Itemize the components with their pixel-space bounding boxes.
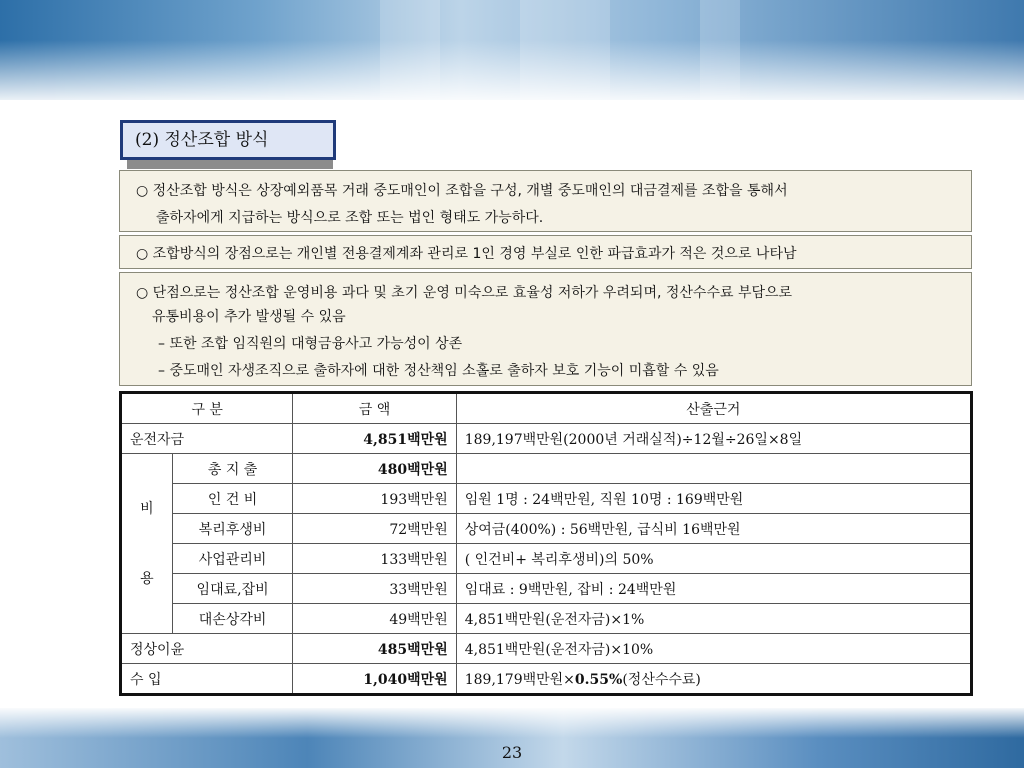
row-label: 운전자금 [121, 424, 293, 454]
cost-group-char: 용 [140, 570, 154, 587]
basis-prefix: 189,179백만원× [464, 671, 575, 688]
row-amount: 480백만원 [293, 454, 456, 484]
table-header-cell: 금 액 [293, 393, 456, 424]
table-row [121, 574, 972, 604]
row-label: 총 지 출 [172, 454, 293, 484]
cost-group-label [121, 454, 173, 634]
row-basis: ( 인건비+ 복리후생비)의 50% [456, 544, 971, 574]
row-label: 정상이윤 [121, 634, 293, 664]
row-label: 복리후생비 [172, 514, 293, 544]
cost-table [119, 391, 973, 696]
row-amount: 133백만원 [293, 544, 456, 574]
row-amount: 485백만원 [293, 634, 456, 664]
bullet-text: 출하자에게 지급하는 방식으로 조합 또는 법인 형태도 가능하다. [156, 210, 544, 226]
table-row [121, 634, 972, 664]
table-header-row [121, 393, 972, 424]
row-basis: 4,851백만원(운전자금)×1% [456, 604, 971, 634]
row-amount: 33백만원 [293, 574, 456, 604]
basis-suffix: (정산수수료) [622, 671, 701, 688]
row-amount: 4,851백만원 [293, 424, 456, 454]
bullet-box-advantage [119, 235, 972, 269]
table-row [121, 544, 972, 574]
row-label: 사업관리비 [172, 544, 293, 574]
table-row [121, 454, 972, 484]
row-basis [456, 664, 971, 695]
bullet-text: ○ 단점으로는 정산조합 운영비용 과다 및 초기 운영 미숙으로 효율성 저하가 우려되며, 정산수수료 부담으로 [136, 285, 793, 301]
table-row [121, 424, 972, 454]
row-basis: 임대료 : 9백만원, 잡비 : 24백만원 [456, 574, 971, 604]
table-header-cell: 산출근거 [456, 393, 971, 424]
row-amount: 193백만원 [293, 484, 456, 514]
row-amount: 49백만원 [293, 604, 456, 634]
bullet-text: – 중도매인 자생조직으로 출하자에 대한 정산책임 소홀로 출하자 보호 기능이 미흡할 수 있음 [158, 363, 719, 379]
row-basis: 189,197백만원(2000년 거래실적)÷12월÷26일×8일 [456, 424, 971, 454]
bullet-text: ○ 정산조합 방식은 상장예외품목 거래 중도매인이 조합을 구성, 개별 중도매인의 대금결제를 조합을 통해서 [136, 183, 788, 199]
bullet-text: 유통비용이 추가 발생될 수 있음 [152, 309, 346, 325]
table-header-cell: 구 분 [121, 393, 293, 424]
section-title: (2) 정산조합 방식 [120, 120, 336, 160]
row-basis: 임원 1명 : 24백만원, 직원 10명 : 169백만원 [456, 484, 971, 514]
header-banner-image [0, 0, 1024, 100]
bullet-text: – 또한 조합 임직원의 대형금융사고 가능성이 상존 [158, 336, 463, 352]
bullet-text: ○ 조합방식의 장점으로는 개인별 전용결제계좌 관리로 1인 경영 부실로 인한 파급효과가 적은 것으로 나타남 [136, 246, 797, 262]
row-label: 수 입 [121, 664, 293, 695]
bullet-box-definition [119, 170, 972, 232]
row-label: 대손상각비 [172, 604, 293, 634]
row-label: 인 건 비 [172, 484, 293, 514]
row-amount: 72백만원 [293, 514, 456, 544]
section-title-box [120, 120, 336, 160]
row-label: 임대료,잡비 [172, 574, 293, 604]
row-basis [456, 454, 971, 484]
table-row [121, 484, 972, 514]
row-amount: 1,040백만원 [293, 664, 456, 695]
bullet-box-disadvantage [119, 272, 972, 386]
table-row [121, 514, 972, 544]
row-basis: 4,851백만원(운전자금)×10% [456, 634, 971, 664]
row-basis: 상여금(400%) : 56백만원, 급식비 16백만원 [456, 514, 971, 544]
table-row [121, 604, 972, 634]
basis-rate: 0.55% [574, 671, 623, 688]
table-row [121, 664, 972, 695]
cost-group-char: 비 [140, 500, 154, 517]
page-number: 23 [501, 743, 523, 762]
